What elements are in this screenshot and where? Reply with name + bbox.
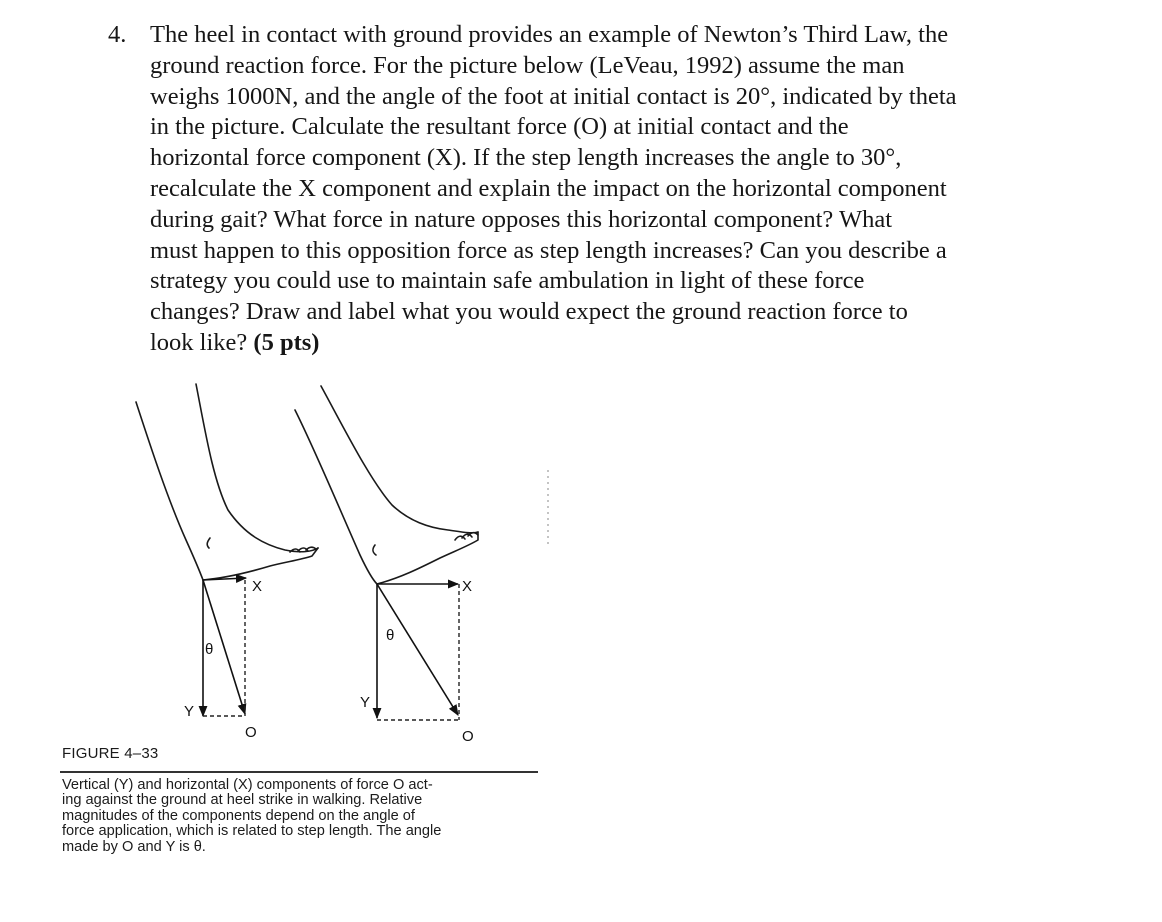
left-leg-illustration <box>136 384 318 580</box>
caption-line: force application, which is related to step length. The angle <box>62 823 442 840</box>
question-number: 4. <box>108 21 127 48</box>
question-line: The heel in contact with ground provides an example of Newton’s Third Law, the <box>150 21 949 48</box>
figure-label: FIGURE 4–33 <box>62 745 159 762</box>
caption-line: Vertical (Y) and horizontal (X) components of force O act- <box>62 777 433 793</box>
question-line: during gait? What force in nature opposes this horizontal component? What <box>150 205 893 233</box>
question-line: recalculate the X component and explain the impact on the horizontal component <box>150 174 947 202</box>
left-x-label: X <box>252 578 263 595</box>
figure-divider <box>60 771 538 773</box>
question-line: weighs 1000N, and the angle of the foot at initial contact is 20°, indicated by theta <box>150 82 957 110</box>
caption-line: magnitudes of the components depend on the angle of <box>62 807 415 824</box>
question-line: in the picture. Calculate the resultant force (O) at initial contact and the <box>150 113 849 141</box>
points-label: (5 pts) <box>253 328 320 356</box>
caption-line: ing against the ground at heel strike in walking. Relative <box>62 792 423 809</box>
right-x-label: X <box>462 578 473 595</box>
question-line: strategy you could use to maintain safe ambulation in light of these force <box>150 267 865 295</box>
question-last-text: look like? <box>150 328 248 356</box>
right-o-line <box>377 584 458 715</box>
right-o-label: O <box>462 728 474 745</box>
left-y-label: Y <box>184 703 195 720</box>
caption-line: made by O and Y is θ. <box>62 838 206 855</box>
left-x-arrow <box>203 578 246 580</box>
question-line: horizontal force component (X). If the step length increases the angle to 30°, <box>150 144 902 172</box>
left-o-label: O <box>245 724 257 741</box>
right-y-label: Y <box>360 694 371 711</box>
question-line: changes? Draw and label what you would expect the ground reaction force to <box>150 298 908 326</box>
figure-caption <box>62 778 542 855</box>
left-force-diagram <box>184 578 262 741</box>
right-force-diagram <box>360 578 474 745</box>
question-line: must happen to this opposition force as step length increases? Can you describe a <box>150 236 947 264</box>
right-theta-label: θ <box>386 627 395 644</box>
question-line: ground reaction force. For the picture below (LeVeau, 1992) assume the man <box>150 51 905 79</box>
left-theta-label: θ <box>205 641 214 658</box>
right-leg-illustration <box>295 386 478 584</box>
